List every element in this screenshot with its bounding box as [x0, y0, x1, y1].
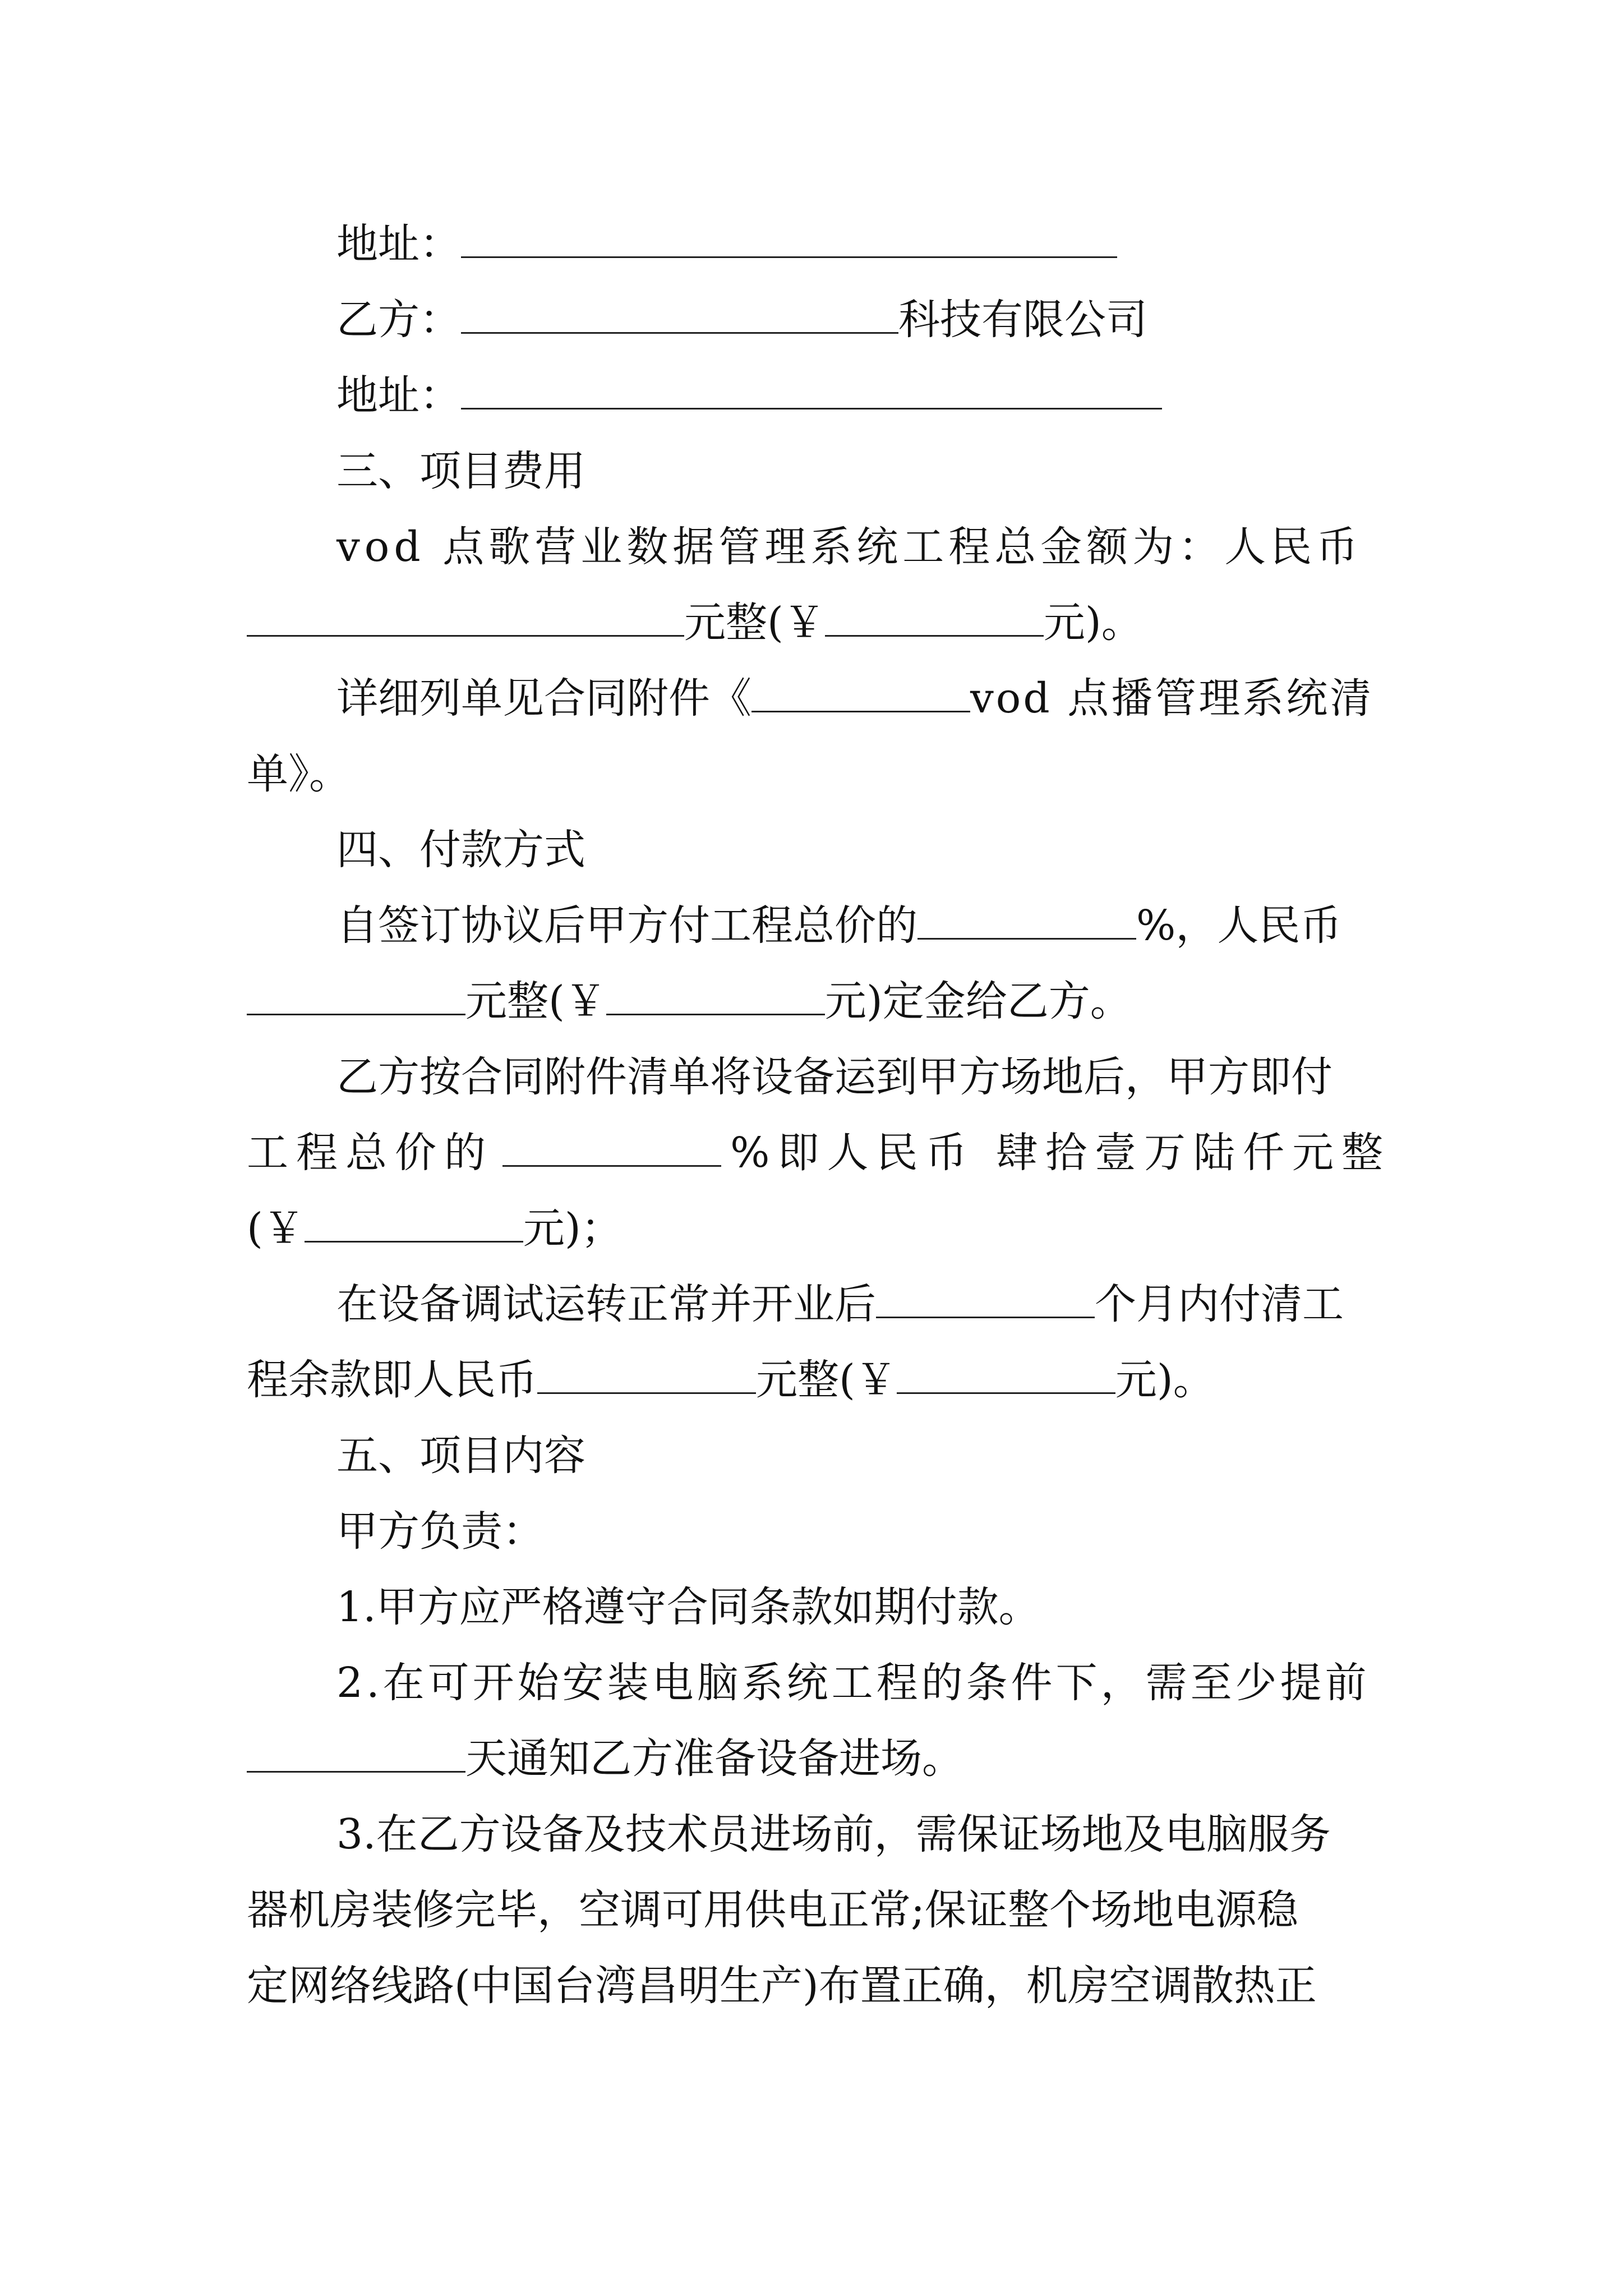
paragraph-line	[336, 1576, 1391, 1638]
attachment-name-blank	[751, 671, 970, 712]
balance-months-text: 个月内付清工	[1095, 1280, 1344, 1328]
paragraph-line	[247, 970, 1391, 1032]
paragraph-line	[336, 1046, 1391, 1108]
delivery-figure-blank	[305, 1202, 523, 1243]
yuan-close-text: 元)。	[1115, 1356, 1215, 1404]
paragraph-line	[247, 1349, 1391, 1411]
paragraph-line	[247, 1879, 1391, 1941]
yuan-close-text: 元)；	[523, 1204, 623, 1253]
duty-item-2: 2.在可开始安装电脑系统工程的条件下，需至少提前	[336, 1659, 1370, 1707]
paragraph-line	[336, 895, 1391, 956]
section-heading-project-content	[336, 1425, 1391, 1487]
duty-item-3-cont: 定网络线路(中国台湾昌明生产)布置正确，机房空调散热正	[247, 1962, 1317, 2010]
section-heading-text: 三、项目费用	[336, 447, 585, 495]
yuan-text: 元整(￥	[756, 1356, 897, 1404]
party-b-company-suffix: 科技有限公司	[898, 296, 1147, 344]
party-b-line	[336, 289, 1391, 351]
paragraph-line	[336, 668, 1391, 729]
duty-item-3-cont: 器机房装修完毕，空调可用供电正常;保证整个场地电源稳	[247, 1886, 1298, 1934]
address-label: 地址：	[336, 220, 461, 268]
deposit-words-blank	[247, 974, 465, 1015]
party-b-name-blank	[461, 293, 898, 334]
paragraph-line	[336, 1501, 1391, 1562]
section-heading-payment	[336, 819, 1391, 881]
deposit-percent-blank	[917, 899, 1136, 940]
balance-figure-blank	[897, 1353, 1115, 1394]
detail-list-suffix: vod 点播管理系统清	[970, 674, 1374, 723]
duty-item-3: 3.在乙方设备及技术员进场前，需保证场地及电脑服务	[336, 1810, 1331, 1858]
paragraph-line	[247, 1955, 1391, 2017]
party-a-address-line	[336, 213, 1391, 275]
yuan-text: 元整(￥	[684, 599, 825, 647]
yuan-open-text: (￥	[247, 1204, 305, 1253]
party-b-address-blank	[461, 369, 1162, 409]
party-a-duties-label: 甲方负责：	[336, 1507, 544, 1556]
balance-amount-text: 程余款即人民币	[247, 1356, 537, 1404]
paragraph-line	[336, 1273, 1391, 1335]
delivery-amount-text: %即人民币 肆拾壹万陆仟元整	[730, 1129, 1391, 1177]
amount-words-blank	[247, 596, 684, 637]
balance-text: 在设备调试运转正常并开业后	[336, 1280, 876, 1328]
paragraph-line	[247, 1728, 1391, 1789]
paragraph-line	[247, 1122, 1391, 1184]
duty-item-1: 1.甲方应严格遵守合同条款如期付款。	[336, 1583, 1040, 1631]
delivery-percent-blank	[502, 1126, 721, 1167]
party-b-label: 乙方：	[336, 296, 461, 344]
deposit-text: 自签订协议后甲方付工程总价的	[336, 901, 917, 950]
section-heading-project-fee	[336, 440, 1391, 502]
deposit-figure-blank	[606, 974, 825, 1015]
yuan-close-text: 元)。	[1043, 599, 1143, 647]
balance-months-blank	[876, 1277, 1095, 1318]
address-label: 地址：	[336, 371, 461, 420]
detail-list-end: 单》。	[247, 750, 351, 798]
total-price-text: 工程总价的	[247, 1129, 494, 1177]
notice-days-blank	[247, 1732, 465, 1773]
paragraph-line	[336, 1803, 1391, 1865]
yuan-text: 元整(￥	[465, 977, 606, 1025]
section-heading-text: 四、付款方式	[336, 826, 585, 874]
paragraph-line	[336, 516, 1391, 578]
party-b-address-line	[336, 365, 1391, 426]
paragraph-line	[247, 1198, 1391, 1259]
deposit-percent-text: %，人民币	[1136, 901, 1342, 950]
balance-words-blank	[537, 1353, 756, 1394]
paragraph-line	[336, 1652, 1391, 1714]
paragraph-line	[247, 592, 1391, 654]
party-a-address-blank	[461, 217, 1117, 258]
deposit-close-text: 元)定金给乙方。	[824, 977, 1132, 1025]
paragraph-line	[247, 743, 1391, 805]
detail-list-text: 详细列单见合同附件《	[336, 674, 751, 723]
notice-days-text: 天通知乙方准备设备进场。	[465, 1734, 963, 1783]
delivery-payment-text: 乙方按合同附件清单将设备运到甲方场地后，甲方即付	[336, 1053, 1332, 1101]
amount-figure-blank	[825, 596, 1044, 637]
total-amount-text: vod 点歌营业数据管理系统工程总金额为：人民币	[336, 523, 1363, 571]
section-heading-text: 五、项目内容	[336, 1432, 585, 1480]
